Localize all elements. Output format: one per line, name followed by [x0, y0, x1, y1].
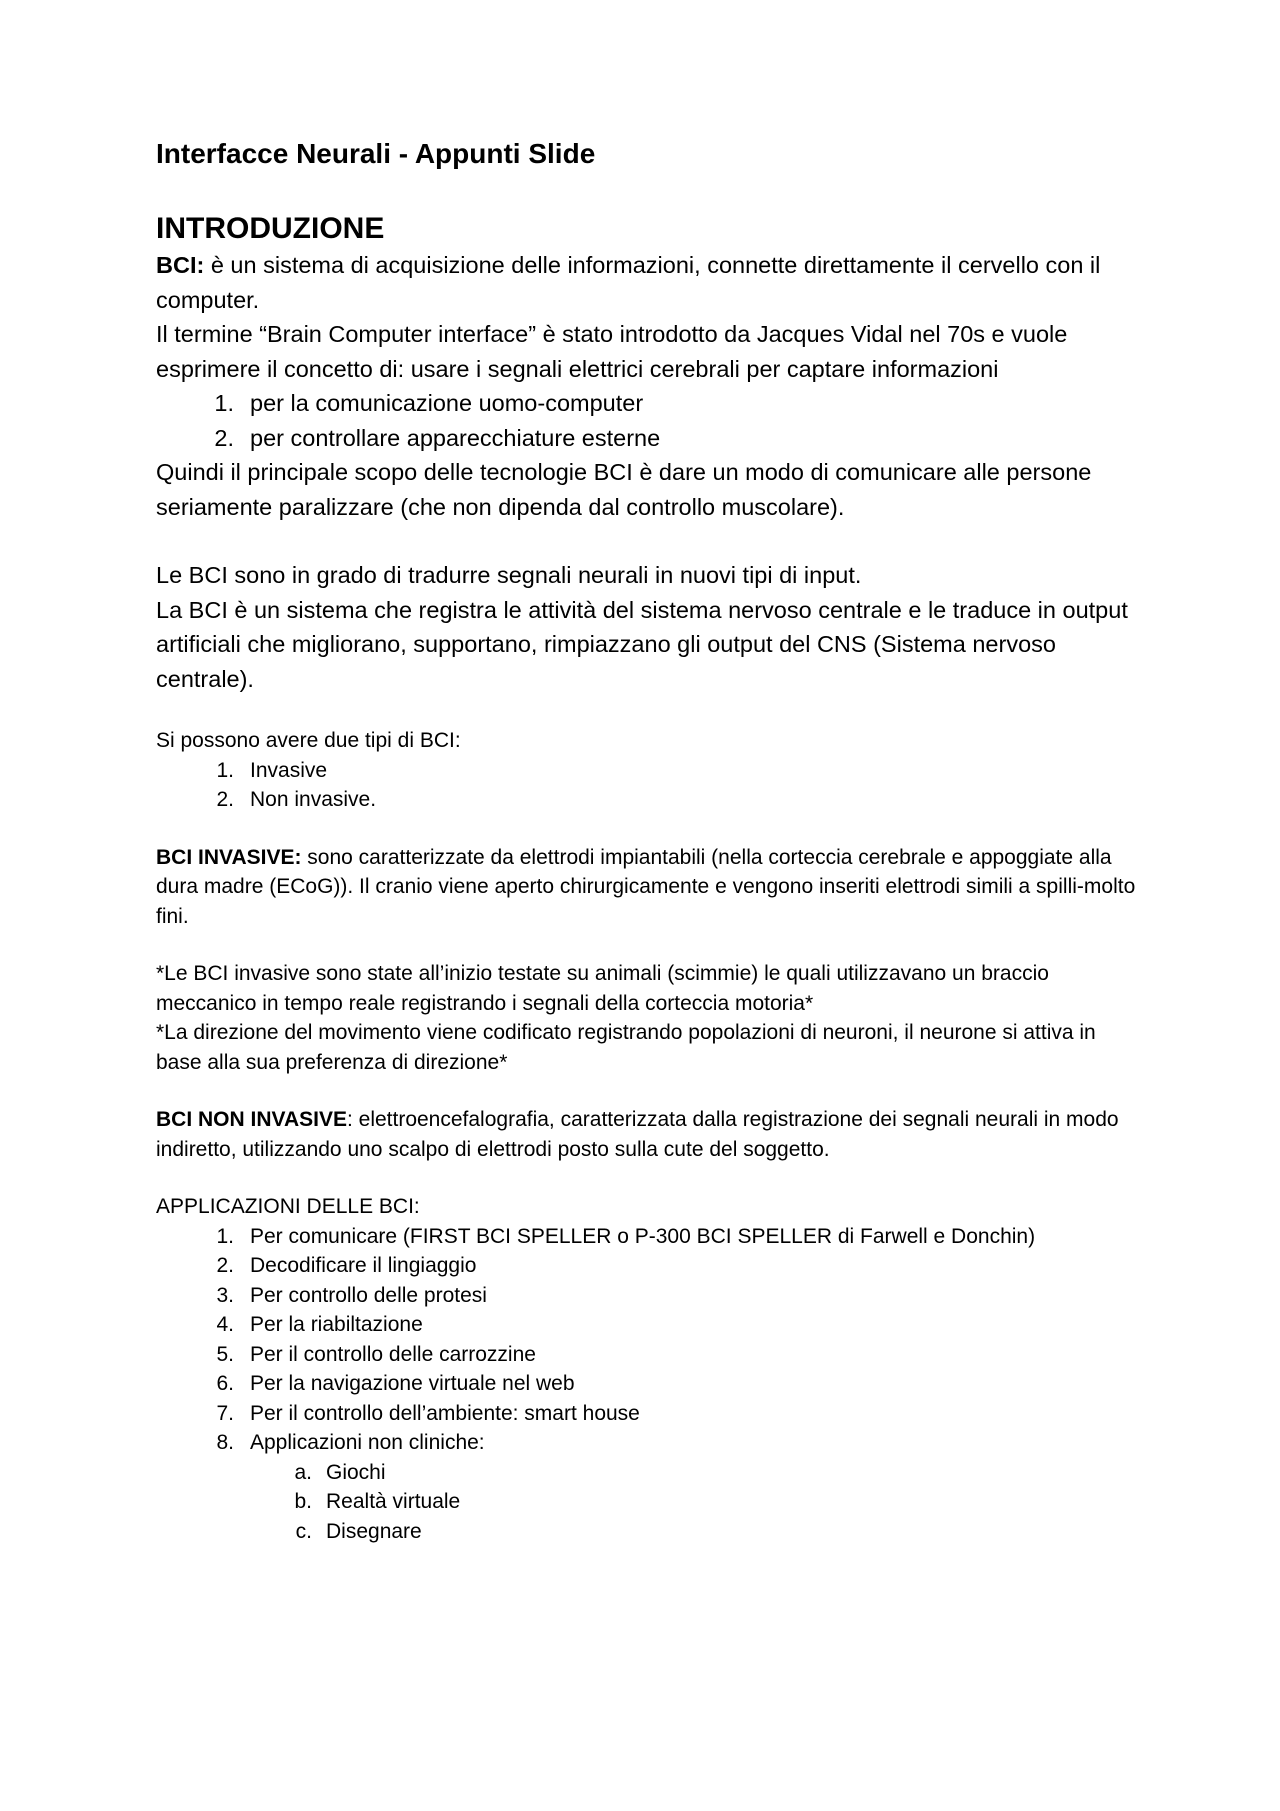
sub-list-item — [156, 1487, 1136, 1517]
sub-list-item-letter: a. — [294, 1460, 312, 1484]
section-heading-introduzione: INTRODUZIONE — [156, 212, 385, 245]
list-item-number: 5. — [216, 1342, 234, 1366]
applications-list — [156, 1222, 1136, 1547]
document-title: Interfacce Neurali - Appunti Slide — [156, 138, 596, 169]
list-item — [156, 1251, 1136, 1281]
list-item-number: 1. — [216, 1224, 234, 1248]
list-item-number: 2. — [214, 424, 234, 451]
non-invasive-paragraph — [156, 1105, 1136, 1164]
list-item — [156, 1340, 1136, 1370]
term-paragraph: Il termine “Brain Computer interface” è stato introdotto da Jacques Vidal nel 70s e vuole esprimere il concetto di: usare i segnali elettrici cerebrali per captare informazioni — [156, 321, 1068, 382]
list-item — [156, 1281, 1136, 1311]
sub-list-item-text: Disegnare — [326, 1519, 422, 1543]
system-paragraph: La BCI è un sistema che registra le attività del sistema nervoso centrale e le traduce in output artificiali che migliorano, supportano, rimpiazzano gli output del CNS (Sistema nervoso centrale). — [156, 596, 1128, 692]
list-item-number: 4. — [216, 1313, 234, 1336]
list-item-number: 7. — [216, 1401, 234, 1425]
invasive-text: sono caratterizzate da elettrodi impiantabili (nella corteccia cerebrale e appoggiate alla dura madre (ECoG)). Il cranio viene aperto chirurgicamente e vengono inseriti elettrodi simili a spilli-molto fini. — [156, 845, 1136, 928]
types-intro: Si possono avere due tipi di BCI: — [156, 729, 461, 752]
list-item-number: 8. — [216, 1431, 234, 1454]
applications-heading: APPLICAZIONI DELLE BCI: — [156, 1195, 420, 1218]
list-item-text: Per la riabiltazione — [250, 1313, 423, 1336]
bci-definition-text: è un sistema di acquisizione delle informazioni, connette direttamente il cervello con il computer. — [156, 252, 1101, 313]
list-item — [156, 1369, 1136, 1399]
list-item — [156, 785, 1136, 815]
document-page — [156, 136, 1136, 1546]
list-item-number: 3. — [216, 1283, 234, 1307]
list-item-text: Decodificare il lingiaggio — [250, 1254, 477, 1277]
list-item-text: Non invasive. — [250, 788, 377, 811]
list-item — [156, 756, 1136, 786]
list-item-number: 1. — [214, 390, 234, 416]
note-1: *Le BCI invasive sono state all’inizio testate su animali (scimmie) le quali utilizzavano un braccio meccanico in tempo reale registrando i segnali della corteccia motoria* — [156, 962, 1049, 1015]
sub-list-item — [156, 1458, 1136, 1488]
translate-paragraph: Le BCI sono in grado di tradurre segnali neurali in nuovi tipi di input. — [156, 562, 862, 588]
bci-term: BCI: — [156, 252, 205, 278]
list-item — [156, 1428, 1136, 1458]
list-item-text: Applicazioni non cliniche: — [250, 1431, 485, 1454]
list-item — [156, 1399, 1136, 1429]
list-item-text: Invasive — [250, 758, 328, 782]
list-item-number: 2. — [216, 788, 234, 811]
list-item-text: Per controllo delle protesi — [250, 1283, 487, 1307]
list-item-number: 6. — [216, 1372, 234, 1395]
list-item-text: Per la navigazione virtuale nel web — [250, 1372, 575, 1395]
bci-definition — [156, 248, 1136, 317]
sub-list-item-text: Realtà virtuale — [326, 1490, 461, 1513]
list-item-number: 2. — [216, 1254, 234, 1277]
sub-list-item-letter: b. — [294, 1490, 312, 1513]
list-item-text: Per il controllo dell’ambiente: smart house — [250, 1401, 640, 1425]
list-item — [156, 1310, 1136, 1340]
list-item-text: Per il controllo delle carrozzine — [250, 1342, 536, 1366]
list-item — [156, 386, 1136, 421]
sub-list-item-text: Giochi — [326, 1460, 386, 1484]
non-invasive-text: : elettroencefalografia, caratterizzata dalla registrazione dei segnali neurali in modo indiretto, utilizzando uno scalpo di elettrodi posto sulla cute del soggetto. — [156, 1108, 1119, 1161]
non-invasive-term: BCI NON INVASIVE — [156, 1108, 347, 1131]
list-item-text: per la comunicazione uomo-computer — [250, 390, 644, 416]
purpose-list — [156, 386, 1136, 455]
invasive-term: BCI INVASIVE: — [156, 845, 302, 869]
sub-list-item — [156, 1517, 1136, 1547]
list-item-text: per controllare apparecchiature esterne — [250, 424, 661, 451]
list-item — [156, 1222, 1136, 1252]
types-list — [156, 756, 1136, 815]
sub-list-item-letter: c. — [295, 1519, 312, 1543]
note-2: *La direzione del movimento viene codificato registrando popolazioni di neuroni, il neurone si attiva in base alla sua preferenza di direzione* — [156, 1021, 1096, 1074]
list-item — [156, 421, 1136, 456]
list-item-number: 1. — [216, 758, 234, 782]
quindi-paragraph: Quindi il principale scopo delle tecnologie BCI è dare un modo di comunicare alle persone seriamente paralizzare (che non dipenda dal controllo muscolare). — [156, 459, 1092, 520]
list-item-text: Per comunicare (FIRST BCI SPELLER o P-300 BCI SPELLER di Farwell e Donchin) — [250, 1224, 1036, 1248]
invasive-paragraph — [156, 843, 1136, 932]
